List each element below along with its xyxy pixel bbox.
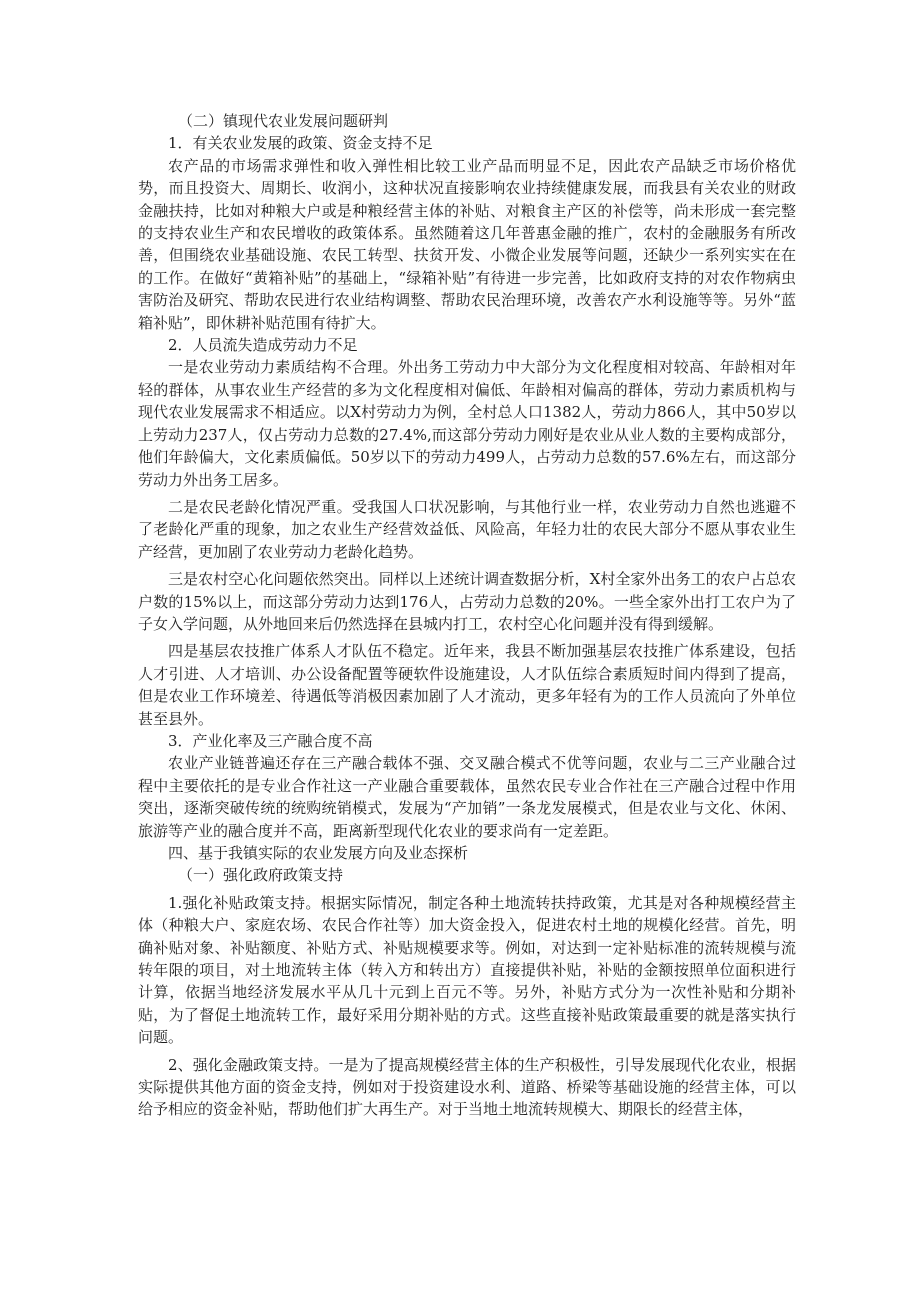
body-paragraph: 三是农村空心化问题依然突出。同样以上述统计调查数据分析，X村全家外出务工的农户占总农户数的15%以上，而这部分劳动力达到176人，占劳动力总数的20%。一些全家外出打工农户为了子女入学问题，从外地回来后仍然选择在县城内打工，农村空心化问题并没有得到缓解。 <box>138 570 796 633</box>
body-paragraph: 农业产业链普遍还存在三产融合载体不强、交叉融合模式不优等问题，农业与二三产业融合过程中主要依托的是专业合作社这一产业融合重要载体，虽然农民专业合作社在三产融合过程中作用突出，逐渐突破传统的统购统销模式，发展为“产加销”一条龙发展模式，但是农业与文化、休闲、旅游等产业的融合度并不高，距离新型现代化农业的要求尚有一定差距。 <box>138 754 796 840</box>
body-paragraph: 1.强化补贴政策支持。根据实际情况，制定各种土地流转扶持政策，尤其是对各种规模经营主体（种粮大户、家庭农场、农民合作社等）加大资金投入，促进农村土地的规模化经营。首先，明确补贴对象、补贴额度、补贴方式、补贴规模要求等。例如，对达到一定补贴标准的流转规模与流转年限的项目，对土地流转主体（转入方和转出方）直接提供补贴，补贴的金额按照单位面积进行计算，依据当地经济发展水平从几十元到上百元不等。另外，补贴方式分为一次性补贴和分期补贴，为了督促土地流转工作，最好采用分期补贴的方式。这些直接补贴政策最重要的就是落实执行问题。 <box>138 893 796 1047</box>
body-paragraph: 二是农民老龄化情况严重。受我国人口状况影响，与其他行业一样，农业劳动力自然也逃避不了老龄化严重的现象，加之农业生产经营效益低、风险高，年轻力壮的农民大部分不愿从事农业生产经营，更加剧了农业劳动力老龄化趋势。 <box>138 497 796 561</box>
numbered-heading: 2．人员流失造成劳动力不足 <box>168 336 358 355</box>
numbered-heading: 3．产业化率及三产融合度不高 <box>168 731 373 750</box>
body-paragraph: 一是农业劳动力素质结构不合理。外出务工劳动力中大部分为文化程度相对较高、年龄相对年轻的群体，从事农业生产经营的多为文化程度相对偏低、年龄相对偏高的群体，劳动力素质机构与现代农业发展需求不相适应。以X村劳动力为例，全村总人口1382人，劳动力866人，其中50岁以上劳动力237人，仅占劳动力总数的27.4%,而这部分劳动力刚好是农业从业人数的主要构成部分，他们年龄偏大，文化素质偏低。50岁以下的劳动力499人，占劳动力总数的57.6%左右，而这部分劳动力外出务工居多。 <box>138 358 796 489</box>
subsection-heading: （一）强化政府政策支持 <box>178 866 344 885</box>
body-paragraph: 2、强化金融政策支持。一是为了提高规模经营主体的生产积极性，引导发展现代化农业，根据实际提供其他方面的资金支持，例如对于投资建设水利、道路、桥梁等基础设施的经营主体，可以给予相应的资金补贴，帮助他们扩大再生产。对于当地土地流转规模大、期限长的经营主体， <box>138 1055 796 1119</box>
numbered-heading: 1．有关农业发展的政策、资金支持不足 <box>168 134 433 153</box>
body-paragraph: 四是基层农技推广体系人才队伍不稳定。近年来，我县不断加强基层农技推广体系建设，包括人才引进、人才培训、办公设备配置等硬软件设施建设，人才队伍综合素质短时间内得到了提高，但是农业工作环境差、待遇低等消极因素加剧了人才流动，更多年轻有为的工作人员流向了外单位甚至县外。 <box>138 642 796 728</box>
body-paragraph: 农产品的市场需求弹性和收入弹性相比较工业产品而明显不足，因此农产品缺乏市场价格优势，而且投资大、周期长、收润小，这种状况直接影响农业持续健康发展，而我县有关农业的财政金融扶持，比如对种粮大户或是种粮经营主体的补贴、对粮食主产区的补偿等，尚未形成一套完整的支持农业生产和农民增收的政策体系。虽然随着这几年普惠金融的推广，农村的金融服务有所改善，但围绕农业基础设施、农民工转型、扶贫开发、小微企业发展等问题，还缺少一系列实实在在的工作。在做好“黄箱补贴”的基础上，“绿箱补贴”有待进一步完善，比如政府支持的对农作物病虫害防治及研究、帮助农民进行农业结构调整、帮助农民治理环境，改善农产水利设施等等。另外“蓝箱补贴”，即休耕补贴范围有待扩大。 <box>138 156 796 332</box>
subsection-heading: （二）镇现代农业发展问题研判 <box>178 112 389 130</box>
document-body <box>138 110 796 1121</box>
section-heading: 四、基于我镇实际的农业发展方向及业态探析 <box>168 844 469 862</box>
